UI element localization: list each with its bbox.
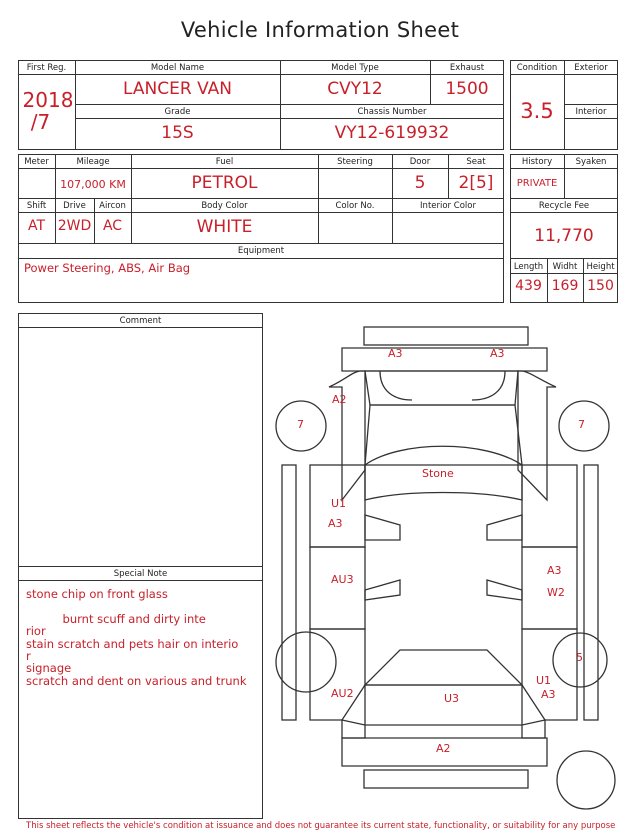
grade-value: 15S bbox=[161, 123, 194, 143]
mark-wheel-rr: 5 bbox=[576, 651, 583, 664]
special-note-line: signage bbox=[26, 661, 72, 675]
mark-front-left: A3 bbox=[388, 347, 403, 360]
condition-value: 3.5 bbox=[520, 99, 554, 123]
first-reg-year: 2018 bbox=[22, 88, 74, 112]
length-value: 439 bbox=[515, 278, 542, 294]
mileage-value: 107,000 KM bbox=[60, 178, 126, 191]
seat-value: 2[5] bbox=[458, 173, 494, 193]
meter-label: Meter bbox=[24, 157, 49, 167]
body-color-label: Body Color bbox=[201, 201, 248, 211]
mark-hood-left: A2 bbox=[332, 393, 347, 406]
equipment-label: Equipment bbox=[237, 246, 285, 256]
interior-color-label: Interior Color bbox=[420, 201, 476, 211]
model-type-label: Model Type bbox=[331, 63, 379, 73]
exhaust-label: Exhaust bbox=[449, 63, 485, 73]
first-reg-month: /7 bbox=[30, 110, 51, 134]
special-note-line: stone chip on front glass bbox=[26, 587, 168, 601]
door-label: Door bbox=[409, 157, 431, 167]
aircon-label: Aircon bbox=[99, 201, 126, 211]
history-value: PRIVATE bbox=[516, 178, 558, 189]
width-label: Widht bbox=[552, 262, 578, 272]
height-label: Height bbox=[586, 262, 615, 272]
mark-door-l1-bottom: A3 bbox=[328, 517, 343, 530]
sheet-title: Vehicle Information Sheet bbox=[180, 18, 460, 42]
shift-value: AT bbox=[27, 218, 46, 234]
syaken-label: Syaken bbox=[575, 157, 607, 167]
mark-wheel-fr: 7 bbox=[578, 418, 585, 431]
aircon-value: AC bbox=[102, 218, 123, 234]
exterior-label: Exterior bbox=[574, 63, 608, 73]
chassis-number-label: Chassis Number bbox=[357, 107, 427, 117]
comment-label: Comment bbox=[119, 316, 162, 326]
model-type-value: CVY12 bbox=[327, 79, 383, 99]
exhaust-value: 1500 bbox=[445, 79, 489, 99]
mark-quarter-right-bottom: A3 bbox=[541, 688, 556, 701]
recycle-fee-label: Recycle Fee bbox=[538, 201, 590, 211]
special-note-line: scratch and dent on various and trunk bbox=[26, 674, 247, 688]
mark-rear: A2 bbox=[436, 742, 451, 755]
body-color-value: WHITE bbox=[196, 217, 253, 237]
mileage-label: Mileage bbox=[76, 157, 110, 167]
chassis-number-value: VY12-619932 bbox=[334, 123, 450, 143]
grade-label: Grade bbox=[164, 107, 191, 117]
mark-front-right: A3 bbox=[490, 347, 505, 360]
mark-door-l2: AU3 bbox=[331, 573, 354, 586]
condition-label: Condition bbox=[516, 63, 558, 73]
mark-door-r2-top: A3 bbox=[547, 564, 562, 577]
interior-label: Interior bbox=[575, 107, 607, 117]
mark-roof: Stone bbox=[422, 467, 454, 480]
width-value: 169 bbox=[551, 278, 579, 294]
drive-value: 2WD bbox=[57, 218, 92, 234]
drive-label: Drive bbox=[63, 201, 86, 211]
steering-label: Steering bbox=[337, 157, 373, 167]
footer-disclaimer: This sheet reflects the vehicle's condition at issuance and does not guarantee its current state, functionality, or suitability for any purpose bbox=[26, 821, 616, 831]
fuel-label: Fuel bbox=[215, 157, 234, 167]
door-value: 5 bbox=[414, 173, 426, 193]
fuel-value: PETROL bbox=[191, 173, 258, 193]
history-label: History bbox=[521, 157, 553, 167]
special-note-line: burnt scuff and dirty inte bbox=[26, 612, 206, 626]
mark-trunk: U3 bbox=[444, 692, 460, 705]
first-reg-label: First Reg. bbox=[26, 63, 67, 73]
length-label: Length bbox=[513, 262, 544, 272]
special-note-line: rior bbox=[26, 624, 46, 638]
special-note-line: r bbox=[26, 649, 31, 663]
mark-quarter-left: AU2 bbox=[331, 687, 354, 700]
model-name-value: LANCER VAN bbox=[123, 79, 232, 99]
shift-label: Shift bbox=[26, 201, 47, 211]
seat-label: Seat bbox=[466, 157, 486, 167]
special-note-label: Special Note bbox=[113, 569, 168, 579]
mark-door-l1-top: U1 bbox=[331, 497, 347, 510]
color-no-label: Color No. bbox=[335, 201, 375, 211]
mark-wheel-fl: 7 bbox=[297, 418, 304, 431]
mark-door-r2-bottom: W2 bbox=[547, 586, 565, 599]
mark-quarter-right-top: U1 bbox=[536, 674, 552, 687]
model-name-label: Model Name bbox=[150, 63, 205, 73]
equipment-value: Power Steering, ABS, Air Bag bbox=[24, 261, 191, 275]
special-note-line: stain scratch and pets hair on interio bbox=[26, 637, 239, 651]
height-value: 150 bbox=[587, 278, 614, 294]
recycle-fee-value: 11,770 bbox=[534, 226, 594, 246]
